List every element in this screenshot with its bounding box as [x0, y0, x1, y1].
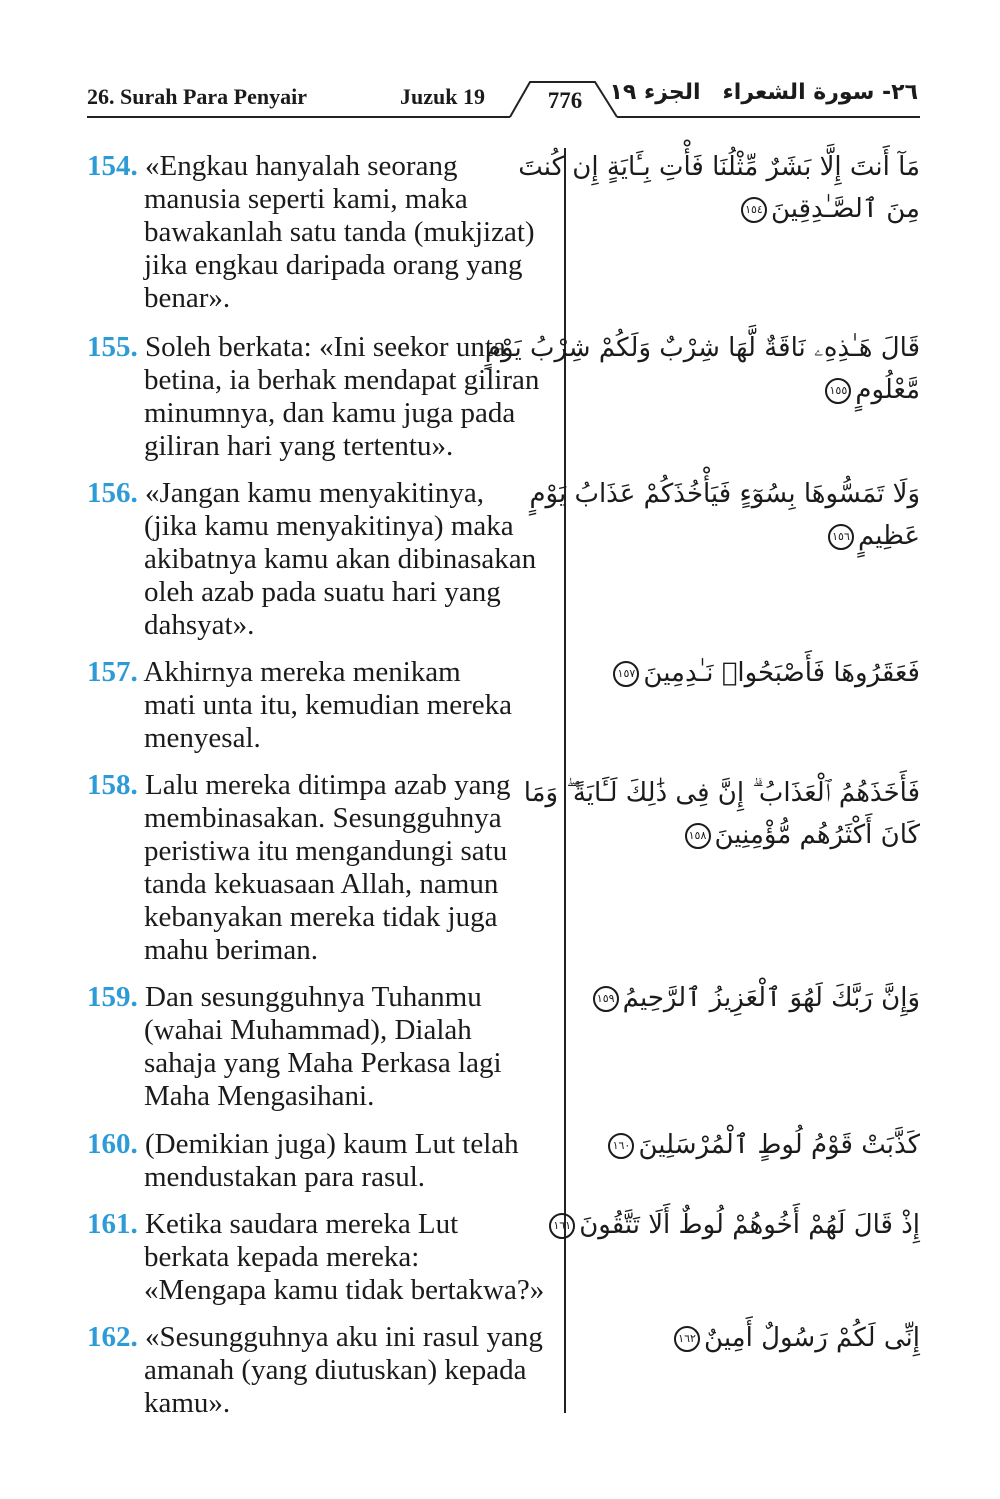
verse-number: 155. — [87, 331, 138, 363]
ayah-number-marker: ١٥٨ — [685, 823, 711, 849]
verse-arabic — [553, 1204, 920, 1246]
verse-line: minumnya, dan kamu juga pada — [144, 397, 516, 429]
verse-line: «Mengapa kamu tidak bertakwa?» — [144, 1274, 545, 1306]
verse-line: dahsyat». — [144, 609, 255, 641]
verse-line: «Sesungguhnya aku ini rasul yang — [145, 1321, 543, 1353]
verse-number: 156. — [87, 477, 138, 509]
verse-line: (Demikian juga) kaum Lut telah — [145, 1128, 519, 1160]
verse-line: akibatnya kamu akan dibinasakan — [144, 543, 537, 575]
arabic-line: كَانَ أَكْثَرُهُم مُّؤْمِنِينَ — [714, 820, 920, 850]
verse-number: 154. — [87, 150, 138, 182]
verse-number: 160. — [87, 1128, 138, 1160]
verse-line: «Engkau hanyalah seorang — [145, 150, 458, 182]
verse-line: Dan sesungguhnya Tuhanmu — [145, 981, 482, 1013]
arabic-line: قَالَ هَـٰذِهِۦ نَاقَةٌ لَّهَا شِرْبٌ وَلَكُمْ شِرْبُ يَوْمٍ — [484, 333, 920, 363]
juz-label-latin: Juzuk 19 — [400, 84, 485, 109]
verse-line: (jika kamu menyakitinya) maka — [144, 510, 514, 542]
verse-line: benar». — [144, 282, 231, 314]
verse-number: 162. — [87, 1321, 138, 1353]
verse-arabic — [590, 977, 920, 1019]
verse-line: Maha Mengasihani. — [144, 1080, 375, 1112]
arabic-line: فَأَخَذَهُمُ ٱلْعَذَابُ ۗ إِنَّ فِى ذَٰلِكَ لَـَٔايَةً ۖ وَمَا — [523, 778, 920, 808]
page-header — [0, 0, 1000, 125]
arabic-line: وَإِنَّ رَبَّكَ لَهُوَ ٱلْعَزِيزُ ٱلرَّحِيمُ — [622, 983, 920, 1013]
verse-translation — [87, 1321, 557, 1420]
verse-translation — [87, 656, 557, 755]
verse-line: kebanyakan mereka tidak juga — [144, 901, 498, 933]
verse-number: 161. — [87, 1208, 138, 1240]
arabic-line: عَظِيمٍ — [858, 521, 920, 551]
arabic-line: مِنَ ٱلصَّـٰدِقِينَ — [770, 194, 920, 224]
verse-translation — [87, 150, 557, 315]
page-number: 776 — [547, 88, 583, 113]
arabic-line: إِنِّى لَكُمْ رَسُولٌ أَمِينٌ — [704, 1323, 920, 1353]
verse-translation — [87, 769, 557, 967]
ayah-number-marker: ١٦٠ — [608, 1133, 634, 1159]
verse-line: (wahai Muhammad), Dialah — [144, 1014, 472, 1046]
verse-line: membinasakan. Sesungguhnya — [144, 802, 502, 834]
surah-title-latin: 26. Surah Para Penyair — [87, 84, 307, 109]
verse-number: 159. — [87, 981, 138, 1013]
verse-line: Soleh berkata: «Ini seekor unta — [145, 331, 506, 363]
verse-line: amanah (yang diutuskan) kepada — [144, 1354, 527, 1386]
verse-line: bawakanlah satu tanda (mukjizat) — [144, 216, 535, 248]
verse-line: peristiwa itu mengandungi satu — [144, 835, 508, 867]
arabic-line: فَعَقَرُوهَا فَأَصْبَحُوا۟ نَـٰدِمِينَ — [643, 658, 920, 688]
verse-line: Akhirnya mereka menikam — [143, 656, 461, 688]
verse-line: oleh azab pada suatu hari yang — [144, 576, 501, 608]
verse-line: mendustakan para rasul. — [144, 1161, 426, 1193]
verse-translation — [87, 981, 557, 1113]
verse-line: Lalu mereka ditimpa azab yang — [145, 769, 511, 801]
verse-arabic — [590, 652, 920, 694]
arabic-line: إِذْ قَالَ لَهُمْ أَخُوهُمْ لُوطٌ أَلَا تَتَّقُونَ — [579, 1210, 920, 1240]
verse-arabic — [590, 1317, 920, 1359]
arabic-line: مَآ أَنتَ إِلَّا بَشَرٌ مِّثْلُنَا فَأْتِ بِـَٔايَةٍ إِن كُنتَ — [518, 152, 920, 182]
verse-number: 158. — [87, 769, 138, 801]
ayah-number-marker: ١٦٢ — [674, 1326, 700, 1352]
ayah-number-marker: ١٥٦ — [828, 524, 854, 550]
verse-line: Ketika saudara mereka Lut — [145, 1208, 459, 1240]
verse-number: 157. — [87, 656, 138, 688]
ayah-number-marker: ١٥٥ — [825, 378, 851, 404]
verse-arabic — [484, 327, 920, 411]
verse-line: mahu beriman. — [144, 934, 318, 966]
verse-line: tanda kekuasaan Allah, namun — [144, 868, 499, 900]
ayah-number-marker: ١٥٩ — [593, 986, 619, 1012]
verse-line: mati unta itu, kemudian mereka — [144, 689, 513, 721]
verse-arabic — [518, 146, 920, 230]
arabic-line: كَذَّبَتْ قَوْمُ لُوطٍ ٱلْمُرْسَلِينَ — [638, 1130, 920, 1160]
verse-line: «Jangan kamu menyakitinya, — [145, 477, 485, 509]
verse-line: berkata kepada mereka: — [144, 1241, 420, 1273]
verse-line: giliran hari yang tertentu». — [144, 430, 454, 462]
verse-arabic — [590, 1124, 920, 1166]
verse-translation — [87, 477, 557, 642]
surah-title-arabic: ٢٦- سورة الشعراء — [722, 80, 918, 105]
arabic-line: وَلَا تَمَسُّوهَا بِسُوٓءٍ فَيَأْخُذَكُمْ عَذَابُ يَوْمٍ — [529, 479, 920, 509]
verse-line: manusia seperti kami, maka — [144, 183, 468, 215]
verse-translation — [87, 1128, 557, 1194]
verse-line: menyesal. — [144, 722, 261, 754]
verse-line: betina, ia berhak mendapat giliran — [144, 364, 540, 396]
verse-line: jika engkau daripada orang yang — [144, 249, 523, 281]
arabic-line: مَّعْلُومٍ — [855, 375, 920, 405]
ayah-number-marker: ١٥٧ — [613, 661, 639, 687]
juz-label-arabic: الجزء ١٩ — [609, 80, 701, 105]
ayah-number-marker: ١٥٤ — [741, 197, 767, 223]
verse-line: kamu». — [144, 1387, 231, 1419]
verse-translation — [87, 1208, 557, 1307]
verse-line: sahaja yang Maha Perkasa lagi — [144, 1047, 502, 1079]
verse-arabic — [523, 772, 920, 856]
verse-arabic — [529, 473, 920, 557]
ayah-number-marker: ١٦١ — [549, 1213, 575, 1239]
